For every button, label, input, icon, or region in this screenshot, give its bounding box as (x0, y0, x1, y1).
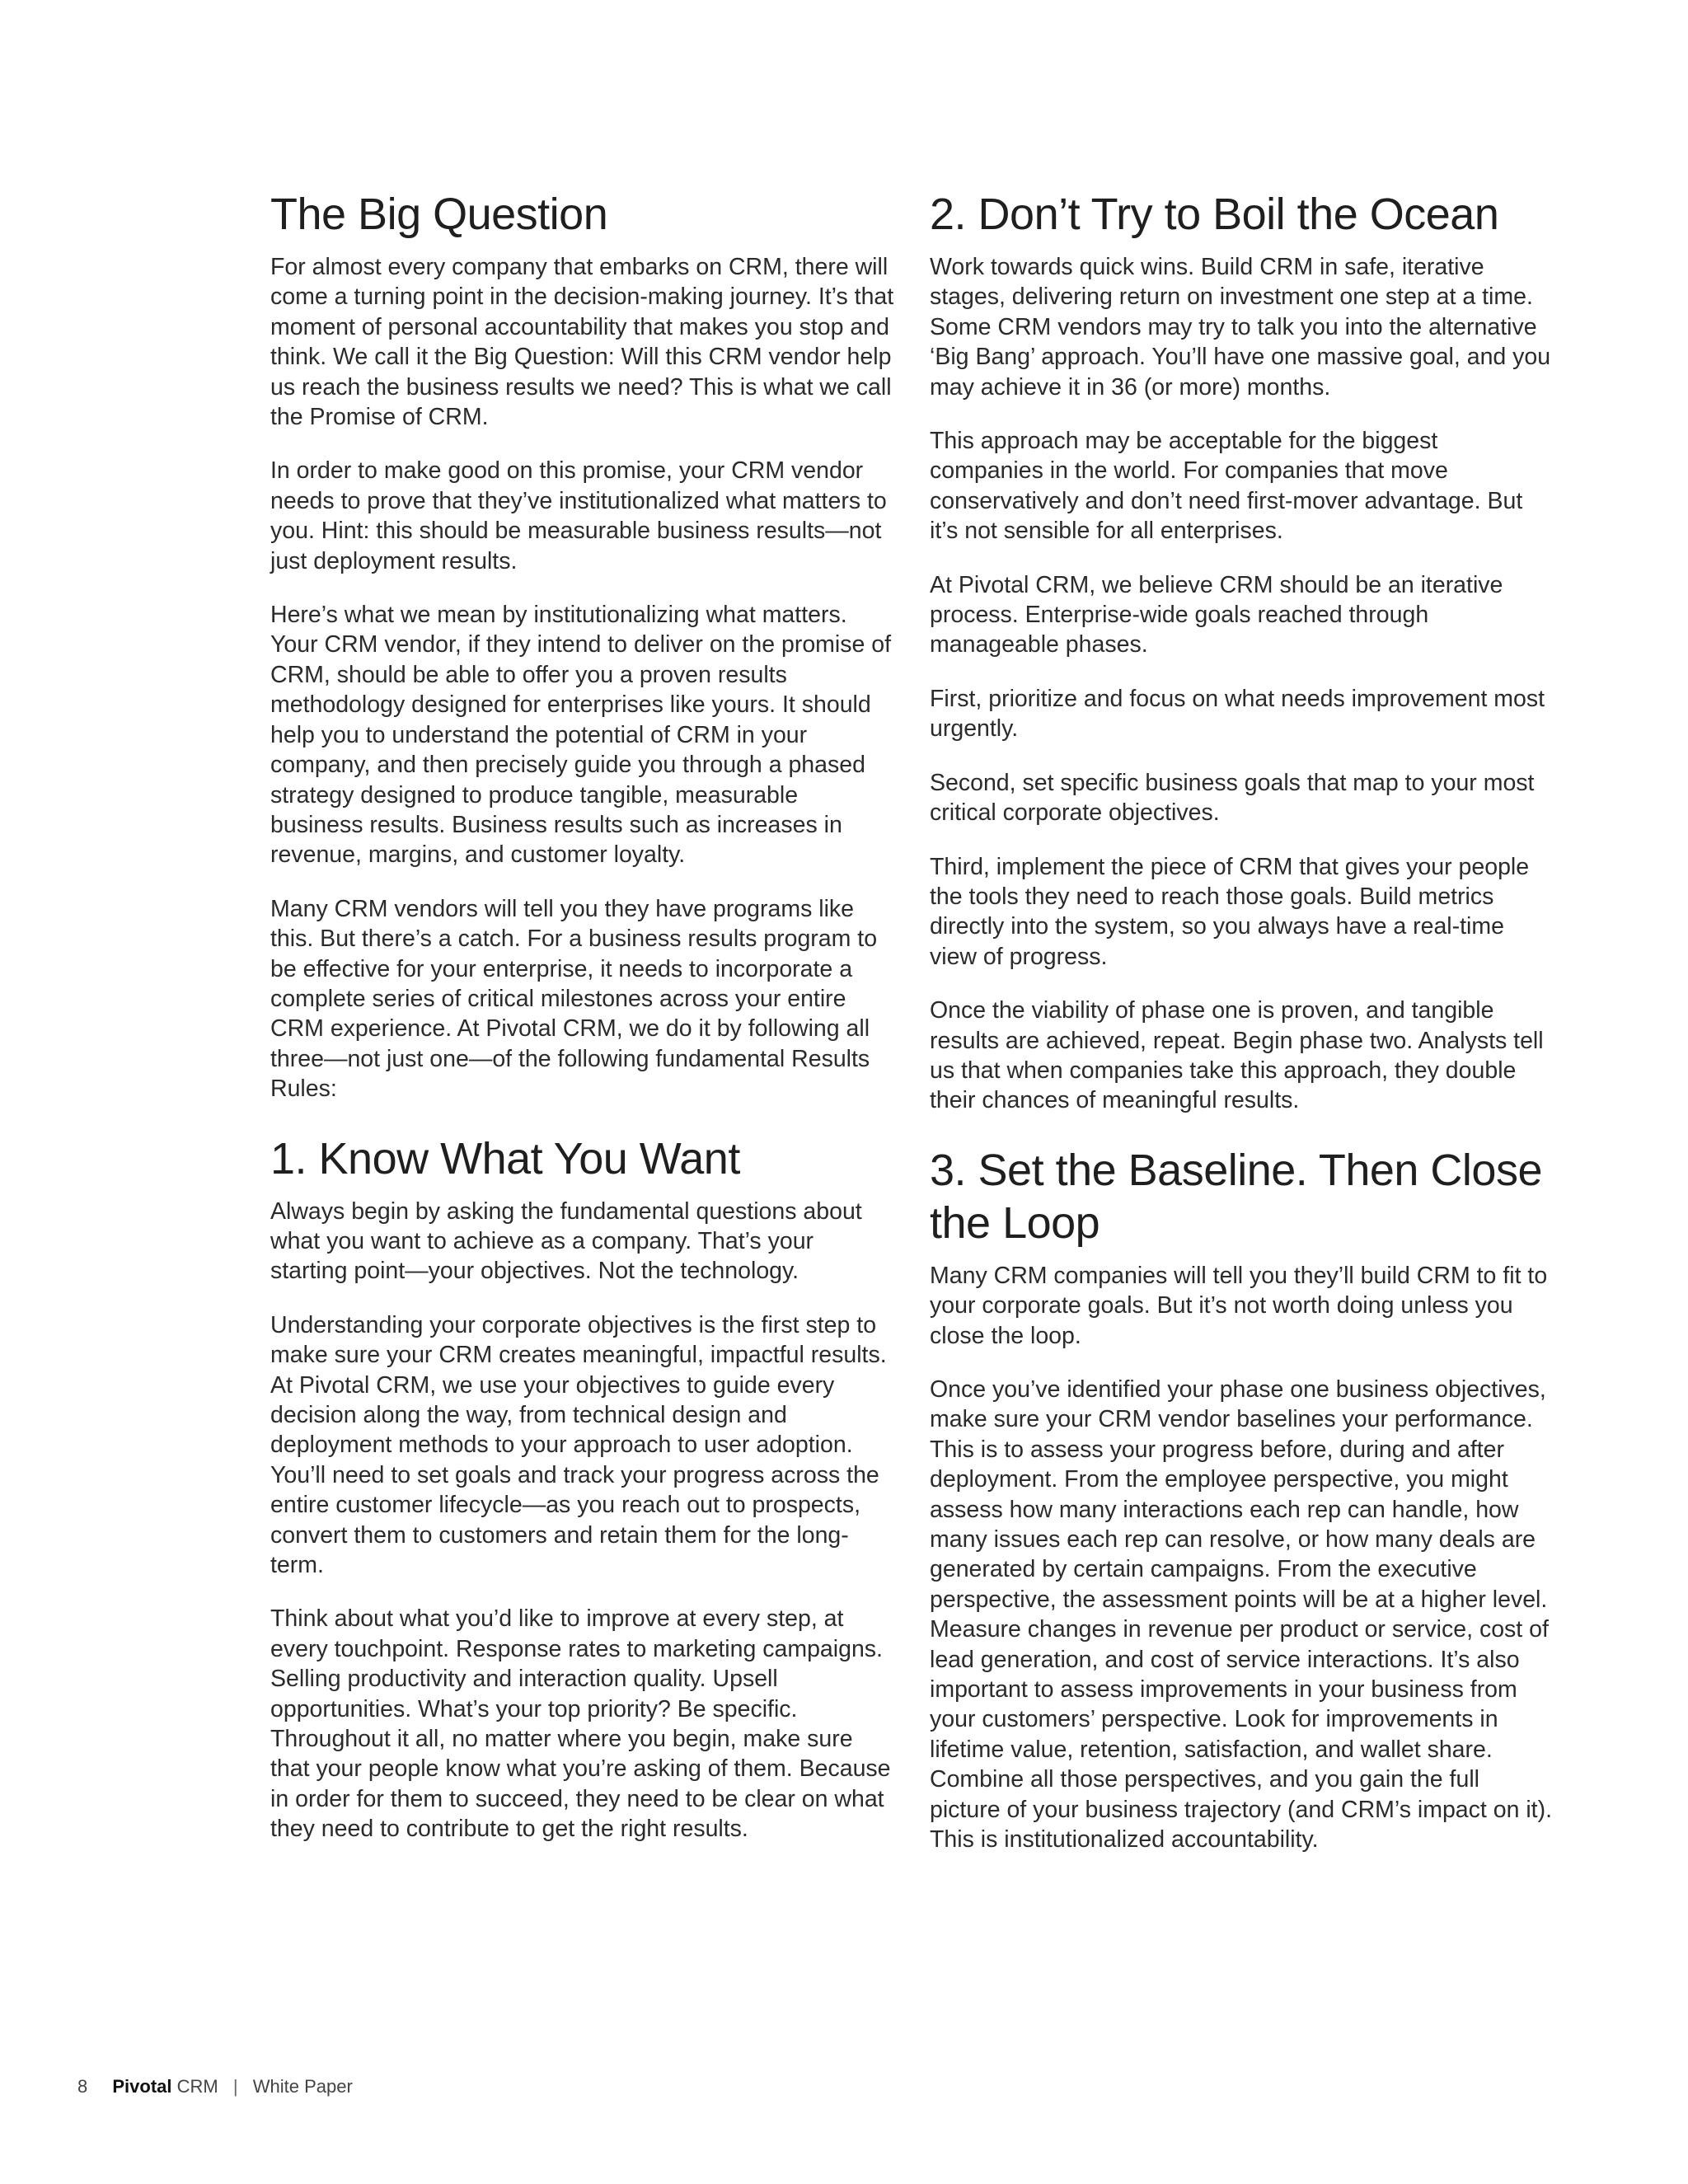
paragraph: Work towards quick wins. Build CRM in safe, iterative stages, delivering return on investment one step at a time. Some CRM vendors may try to talk you into the alternative ‘Big Bang’ approach. You’ll have one massive goal, and you may achieve it in 36 (or more) months. (930, 254, 1551, 401)
section-heading: 1. Know What You Want (270, 1133, 740, 1183)
right-column (930, 188, 1556, 1878)
left-column (270, 188, 897, 1868)
section-big-question (270, 188, 897, 1104)
section-boil-the-ocean (930, 188, 1556, 1116)
paragraph: At Pivotal CRM, we believe CRM should be an iterative process. Enterprise-wide goals reached through manageable phases. (930, 571, 1503, 658)
paragraph: Many CRM vendors will tell you they have programs like this. But there’s a catch. For a business results program to be effective for your enterprise, it needs to incorporate a complete series of critical milestones across your entire CRM experience. At Pivotal CRM, we do it by following all three—not just one—of the following fundamental Results Rules: (270, 895, 878, 1103)
brand-name-bold: Pivotal (112, 2076, 172, 2097)
section-set-the-baseline (930, 1144, 1556, 1855)
paragraph: Many CRM companies will tell you they’ll build CRM to fit to your corporate goals. But it’s not worth doing unless you close the loop. (930, 1262, 1548, 1349)
paragraph: Always begin by asking the fundamental questions about what you want to achieve as a company. That’s your starting point—your objectives. Not the technology. (270, 1197, 862, 1285)
paragraph: Understanding your corporate objectives is the first step to make sure your CRM creates meaningful, impactful results. At Pivotal CRM, we use your objectives to guide every decision along the way, from technical design and deployment methods to your approach to user adoption. You’ll need to set goals and track your progress across the entire customer lifecycle—as you reach out to prospects, convert them to customers and retain them for the long-term. (270, 1311, 887, 1579)
paragraph: Third, implement the piece of CRM that gives your people the tools they need to reach those goals. Build metrics directly into the system, so you always have a real-time view of progress. (930, 853, 1530, 970)
section-heading: 2. Don’t Try to Boil the Ocean (930, 190, 1499, 239)
paragraph: For almost every company that embarks on CRM, there will come a turning point in the decision-making journey. It’s that moment of personal accountability that makes you stop and think. We call it the Big Question: Will this CRM vendor help us reach the business results we need? This is what we call the Promise of CRM. (270, 254, 894, 431)
paragraph: Once you’ve identified your phase one business objectives, make sure your CRM vendor baselines your performance. This is to assess your progress before, during and after deployment. From the employee perspective, you might assess how many interactions each rep can handle, how many issues each rep can resolve, or how many deals are generated by certain campaigns. From the executive perspective, the assessment points will be at a higher level. Measure changes in revenue per product or service, cost of lead generation, and cost of service interactions. It’s also important to assess improvements in your business from your customers’ perspective. Look for improvements in lifetime value, retention, satisfaction, and wallet share. Combine all those perspectives, and you gain the full picture of your business trajectory (and CRM’s impact on it). This is institutionalized accountability. (930, 1376, 1553, 1854)
paragraph: Second, set specific business goals that map to your most critical corporate objectives. (930, 769, 1535, 827)
paragraph: First, prioritize and focus on what needs improvement most urgently. (930, 685, 1545, 743)
section-know-what-you-want (270, 1132, 897, 1844)
brand-name-suffix: CRM (176, 2076, 218, 2097)
paragraph: Once the viability of phase one is proven, and tangible results are achieved, repeat. Begin phase two. Analysts tell us that when companies take this approach, they double their chances of meaningful results. (930, 997, 1544, 1114)
footer-separator: | (232, 2076, 238, 2097)
page-footer (77, 2075, 353, 2098)
document-type: White Paper (252, 2076, 353, 2097)
paragraph: Here’s what we mean by institutionalizing what matters. Your CRM vendor, if they intend to deliver on the promise of CRM, should be able to offer you a proven results methodology designed for enterprises like yours. It should help you to understand the potential of CRM in your company, and then precisely guide you through a phased strategy designed to produce tangible, measurable business results. Business results such as increases in revenue, margins, and customer loyalty. (270, 602, 892, 869)
paragraph: This approach may be acceptable for the biggest companies in the world. For companies that move conservatively and don’t need first-mover advantage. But it’s not sensible for all enterprises. (930, 428, 1523, 545)
paragraph: Think about what you’d like to improve at every step, at every touchpoint. Response rates to marketing campaigns. Selling productivity and interaction quality. Upsell opportunities. What’s your top priority? Be specific. Throughout it all, no matter where you begin, make sure that your people know what you’re asking of them. Because in order for them to succeed, they need to be clear on what they need to contribute to get the right results. (270, 1605, 891, 1843)
paragraph: In order to make good on this promise, your CRM vendor needs to prove that they’ve institutionalized what matters to you. Hint: this should be measurable business results—not just deployment results. (270, 457, 887, 574)
section-heading: The Big Question (270, 190, 608, 239)
section-heading: 3. Set the Baseline. Then Close the Loop (930, 1145, 1542, 1248)
page-number: 8 (77, 2076, 88, 2097)
